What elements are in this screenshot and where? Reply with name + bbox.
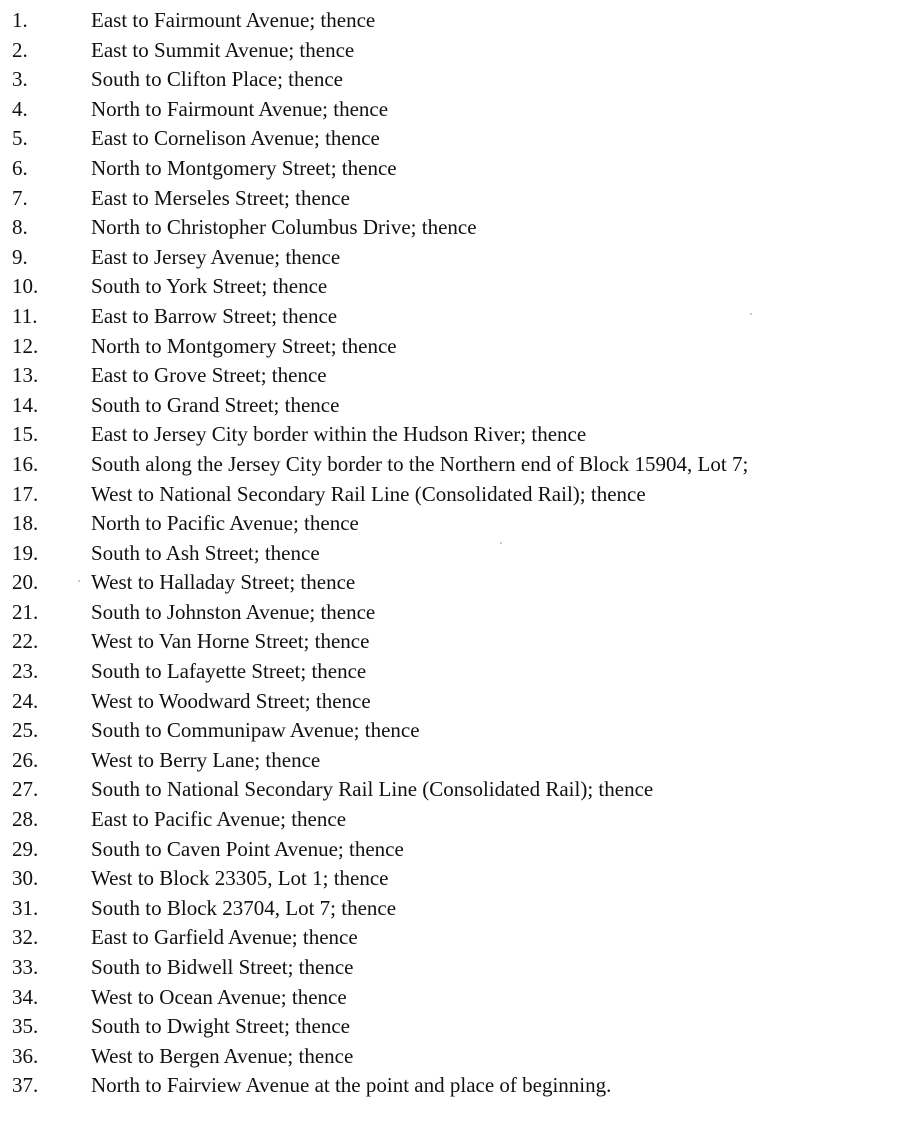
item-number: 23. xyxy=(12,659,39,684)
item-number: 8. xyxy=(12,215,28,240)
item-number: 25. xyxy=(12,718,39,743)
item-text: East to Garfield Avenue; thence xyxy=(91,925,358,950)
list-item xyxy=(0,124,900,154)
item-number: 16. xyxy=(12,451,39,476)
item-text: East to Pacific Avenue; thence xyxy=(91,807,347,832)
item-number: 18. xyxy=(12,511,39,536)
list-item xyxy=(0,1071,900,1101)
boundary-description-list xyxy=(0,6,900,1101)
list-item xyxy=(0,923,900,953)
list-item xyxy=(0,272,900,302)
item-text: West to Woodward Street; thence xyxy=(91,688,371,713)
item-number: 7. xyxy=(12,185,28,210)
item-text: North to Montgomery Street; thence xyxy=(91,333,397,358)
item-number: 17. xyxy=(12,481,39,506)
item-number: 26. xyxy=(12,747,39,772)
item-text: East to Jersey City border within the Hudson River; thence xyxy=(91,422,587,447)
list-item xyxy=(0,746,900,776)
item-text: West to Berry Lane; thence xyxy=(91,747,321,772)
list-item xyxy=(0,6,900,36)
item-number: 37. xyxy=(12,1073,39,1098)
item-number: 33. xyxy=(12,955,39,979)
item-text: East to Merseles Street; thence xyxy=(91,185,350,210)
item-text: East to Jersey Avenue; thence xyxy=(91,244,341,269)
list-item xyxy=(0,184,900,214)
list-item xyxy=(0,213,900,243)
item-number: 35. xyxy=(12,1014,39,1039)
list-item xyxy=(0,509,900,539)
item-text: North to Montgomery Street; thence xyxy=(91,155,397,180)
item-text: East to Grove Street; thence xyxy=(91,363,327,388)
scan-speck xyxy=(78,580,80,582)
list-item xyxy=(0,894,900,924)
item-number: 19. xyxy=(12,540,39,565)
item-number: 31. xyxy=(12,895,39,920)
item-number: 28. xyxy=(12,807,39,832)
item-number: 13. xyxy=(12,363,39,388)
list-item xyxy=(0,36,900,66)
item-number: 5. xyxy=(12,126,28,151)
item-text: East to Summit Avenue; thence xyxy=(91,37,355,62)
item-number: 1. xyxy=(12,8,28,32)
item-number: 27. xyxy=(12,777,39,802)
list-item xyxy=(0,361,900,391)
item-text: South along the Jersey City border to the Northern end of Block 15904, Lot 7; xyxy=(91,451,749,476)
list-item xyxy=(0,716,900,746)
item-text: North to Fairview Avenue at the point and place of beginning. xyxy=(91,1073,612,1098)
item-text: South to Bidwell Street; thence xyxy=(91,955,354,979)
item-text: South to Dwight Street; thence xyxy=(91,1014,350,1039)
scan-speck xyxy=(750,313,752,315)
item-text: South to Grand Street; thence xyxy=(91,392,340,417)
item-number: 12. xyxy=(12,333,39,358)
list-item xyxy=(0,805,900,835)
item-number: 21. xyxy=(12,599,39,624)
list-item xyxy=(0,420,900,450)
item-text: East to Fairmount Avenue; thence xyxy=(91,8,376,32)
item-text: South to York Street; thence xyxy=(91,274,328,299)
list-item xyxy=(0,480,900,510)
item-text: West to Block 23305, Lot 1; thence xyxy=(91,866,389,891)
list-item xyxy=(0,864,900,894)
item-text: North to Fairmount Avenue; thence xyxy=(91,96,389,121)
list-item xyxy=(0,65,900,95)
list-item xyxy=(0,627,900,657)
item-text: North to Pacific Avenue; thence xyxy=(91,511,359,536)
item-number: 22. xyxy=(12,629,39,654)
list-item xyxy=(0,657,900,687)
item-text: South to Lafayette Street; thence xyxy=(91,659,367,684)
item-text: South to National Secondary Rail Line (Consolidated Rail); thence xyxy=(91,777,654,802)
list-item xyxy=(0,568,900,598)
list-item xyxy=(0,450,900,480)
list-item xyxy=(0,243,900,273)
list-item xyxy=(0,1042,900,1072)
list-item xyxy=(0,95,900,125)
list-item xyxy=(0,687,900,717)
scan-speck xyxy=(500,542,502,544)
item-text: North to Christopher Columbus Drive; thence xyxy=(91,215,477,240)
item-text: West to National Secondary Rail Line (Consolidated Rail); thence xyxy=(91,481,646,506)
item-number: 20. xyxy=(12,570,39,595)
list-item xyxy=(0,154,900,184)
document-page xyxy=(0,6,900,1125)
list-item xyxy=(0,835,900,865)
item-text: West to Bergen Avenue; thence xyxy=(91,1043,354,1068)
list-item xyxy=(0,775,900,805)
list-item xyxy=(0,983,900,1013)
item-number: 36. xyxy=(12,1043,39,1068)
list-item xyxy=(0,1012,900,1042)
item-text: East to Barrow Street; thence xyxy=(91,303,338,328)
item-number: 4. xyxy=(12,96,28,121)
item-number: 3. xyxy=(12,67,28,92)
item-number: 32. xyxy=(12,925,39,950)
item-number: 6. xyxy=(12,155,28,180)
item-text: East to Cornelison Avenue; thence xyxy=(91,126,380,151)
item-text: West to Halladay Street; thence xyxy=(91,570,356,595)
list-item xyxy=(0,953,900,983)
item-text: South to Johnston Avenue; thence xyxy=(91,599,376,624)
list-item xyxy=(0,598,900,628)
item-number: 10. xyxy=(12,274,39,299)
list-item xyxy=(0,539,900,569)
list-item xyxy=(0,302,900,332)
item-text: South to Caven Point Avenue; thence xyxy=(91,836,404,861)
item-number: 15. xyxy=(12,422,39,447)
list-item xyxy=(0,391,900,421)
item-number: 34. xyxy=(12,984,39,1009)
item-text: West to Van Horne Street; thence xyxy=(91,629,370,654)
item-number: 24. xyxy=(12,688,39,713)
item-number: 2. xyxy=(12,37,28,62)
item-number: 30. xyxy=(12,866,39,891)
item-text: West to Ocean Avenue; thence xyxy=(91,984,347,1009)
item-text: South to Clifton Place; thence xyxy=(91,67,343,92)
item-number: 29. xyxy=(12,836,39,861)
item-number: 9. xyxy=(12,244,28,269)
list-item xyxy=(0,332,900,362)
item-text: South to Block 23704, Lot 7; thence xyxy=(91,895,397,920)
item-text: South to Ash Street; thence xyxy=(91,540,320,565)
item-number: 14. xyxy=(12,392,39,417)
item-text: South to Communipaw Avenue; thence xyxy=(91,718,420,743)
item-number: 11. xyxy=(12,303,38,328)
